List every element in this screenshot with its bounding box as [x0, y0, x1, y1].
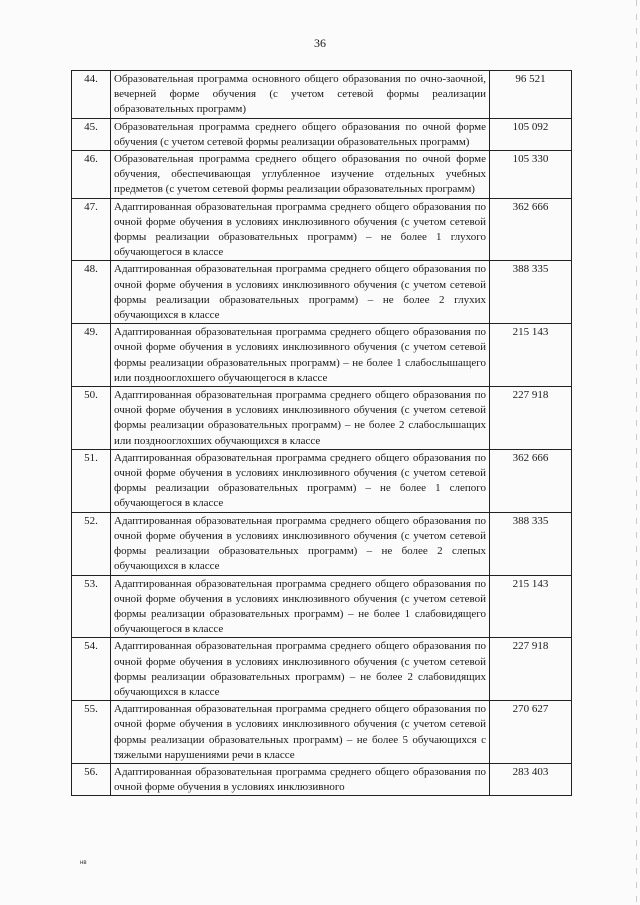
program-description: Адаптированная образовательная программа среднего общего образования по очной форме обучения в условиях инклюзивного [111, 763, 490, 795]
normative-cost: 362 666 [490, 449, 572, 512]
row-number: 49. [72, 324, 111, 387]
normative-cost: 388 335 [490, 512, 572, 575]
row-number: 46. [72, 151, 111, 199]
normative-cost: 96 521 [490, 71, 572, 119]
row-number: 44. [72, 71, 111, 119]
row-number: 55. [72, 701, 111, 764]
scan-edge [636, 0, 637, 905]
program-description: Адаптированная образовательная программа среднего общего образования по очной форме обучения в условиях инклюзивного обучения (с учетом сетевой формы реализации образовательных программ) – не более 2 слабослышащих или позднооглохших обучающихся в классе [111, 387, 490, 450]
table-row [72, 198, 572, 261]
normative-cost: 227 918 [490, 387, 572, 450]
table-row [72, 71, 572, 119]
table-row [72, 763, 572, 795]
program-description: Образовательная программа среднего общего образования по очной форме обучения (с учетом сетевой формы реализации образовательных программ) [111, 118, 490, 150]
program-description: Адаптированная образовательная программа среднего общего образования по очной форме обучения в условиях инклюзивного обучения (с учетом сетевой формы реализации образовательных программ) – не более 1 слабослышащего или позднооглохшего обучающегося в классе [111, 324, 490, 387]
normative-cost: 388 335 [490, 261, 572, 324]
row-number: 50. [72, 387, 111, 450]
table-row [72, 261, 572, 324]
program-description: Образовательная программа среднего общего образования по очной форме обучения, обеспечивающая углубленное изучение отдельных учебных предметов (с учетом сетевой формы реализации образовательных программ) [111, 151, 490, 199]
normative-cost: 283 403 [490, 763, 572, 795]
row-number: 56. [72, 763, 111, 795]
program-description: Адаптированная образовательная программа среднего общего образования по очной форме обучения в условиях инклюзивного обучения (с учетом сетевой формы реализации образовательных программ) – не более 2 глухих обучающихся в классе [111, 261, 490, 324]
page-number: 36 [314, 36, 326, 50]
row-number: 54. [72, 638, 111, 701]
row-number: 53. [72, 575, 111, 638]
row-number: 52. [72, 512, 111, 575]
table-row [72, 638, 572, 701]
table-row [72, 701, 572, 764]
normative-cost: 270 627 [490, 701, 572, 764]
normative-cost: 105 330 [490, 151, 572, 199]
normative-cost: 215 143 [490, 324, 572, 387]
footer-mark: нв [80, 860, 87, 866]
row-number: 51. [72, 449, 111, 512]
program-description: Адаптированная образовательная программа среднего общего образования по очной форме обучения в условиях инклюзивного обучения (с учетом сетевой формы реализации образовательных программ) – не более 2 слабовидящих обучающихся в классе [111, 638, 490, 701]
table-row [72, 118, 572, 150]
table-row [72, 387, 572, 450]
normative-cost: 215 143 [490, 575, 572, 638]
normative-cost: 105 092 [490, 118, 572, 150]
program-description: Образовательная программа основного общего образования по очно-заочной, вечерней форме обучения (с учетом сетевой формы реализации образовательных программ) [111, 71, 490, 119]
normative-cost: 227 918 [490, 638, 572, 701]
program-description: Адаптированная образовательная программа среднего общего образования по очной форме обучения в условиях инклюзивного обучения (с учетом сетевой формы реализации образовательных программ) – не более 1 слепого обучающегося в классе [111, 449, 490, 512]
program-description: Адаптированная образовательная программа среднего общего образования по очной форме обучения в условиях инклюзивного обучения (с учетом сетевой формы реализации образовательных программ) – не более 2 слепых обучающихся в классе [111, 512, 490, 575]
tariff-table [71, 70, 572, 796]
program-description: Адаптированная образовательная программа среднего общего образования по очной форме обучения в условиях инклюзивного обучения (с учетом сетевой формы реализации образовательных программ) – не более 5 обучающихся с тяжелыми нарушениями речи в классе [111, 701, 490, 764]
table-row [72, 575, 572, 638]
program-description: Адаптированная образовательная программа среднего общего образования по очной форме обучения в условиях инклюзивного обучения (с учетом сетевой формы реализации образовательных программ) – не более 1 слабовидящего обучающегося в классе [111, 575, 490, 638]
table-row [72, 324, 572, 387]
row-number: 45. [72, 118, 111, 150]
row-number: 47. [72, 198, 111, 261]
table-row [72, 512, 572, 575]
normative-cost: 362 666 [490, 198, 572, 261]
program-description: Адаптированная образовательная программа среднего общего образования по очной форме обучения в условиях инклюзивного обучения (с учетом сетевой формы реализации образовательных программ) – не более 1 глухого обучающегося в классе [111, 198, 490, 261]
row-number: 48. [72, 261, 111, 324]
table-row [72, 449, 572, 512]
table-row [72, 151, 572, 199]
